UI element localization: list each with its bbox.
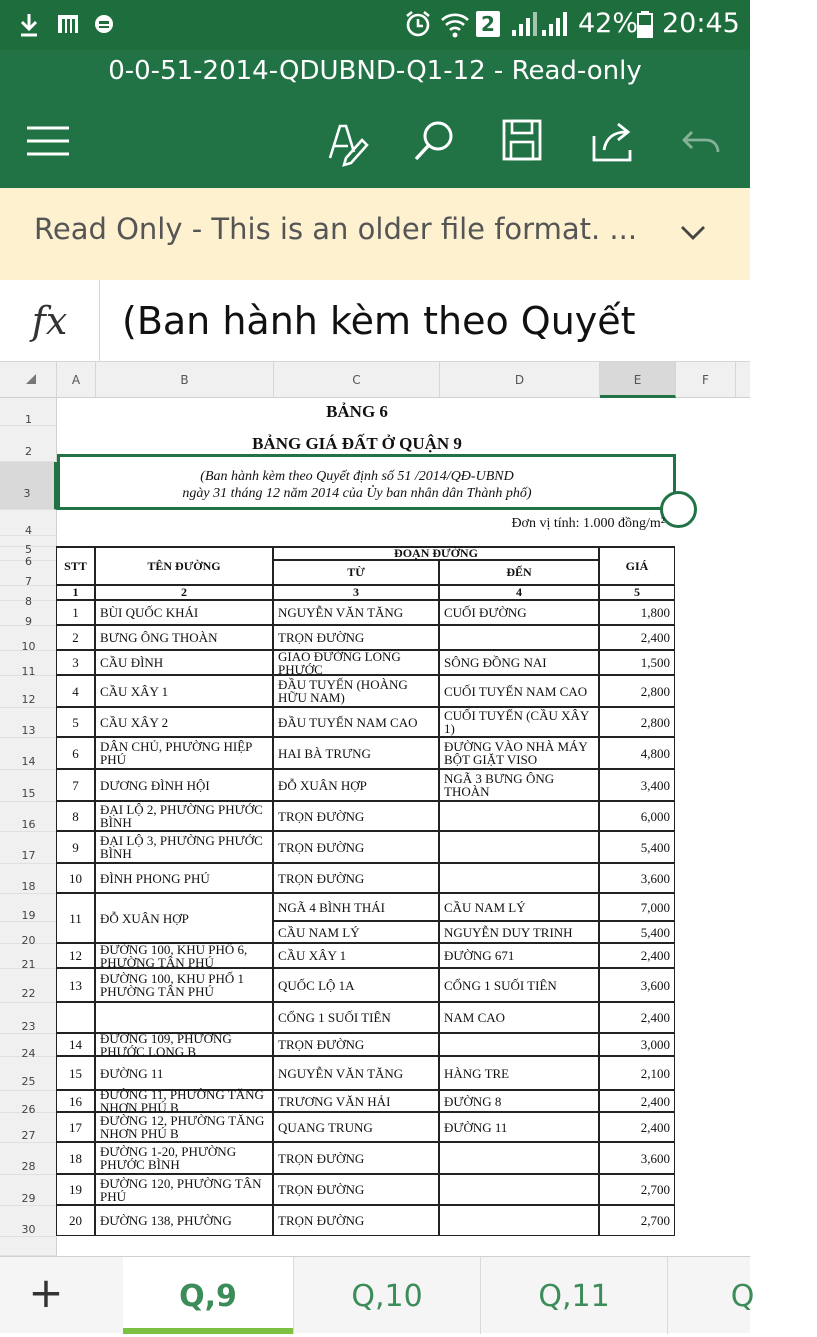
- row-header[interactable]: 16: [0, 802, 57, 832]
- row-header[interactable]: 11: [0, 651, 57, 676]
- row-header[interactable]: 29: [0, 1175, 57, 1206]
- row-header[interactable]: 23: [0, 1003, 57, 1034]
- cell-price: 7,000: [599, 893, 675, 921]
- cell-name: ĐƯỜNG 12, PHƯỜNG TĂNG NHƠN PHÚ B: [95, 1112, 273, 1142]
- cell-name: ĐẠI LỘ 3, PHƯỜNG PHƯỚC BÌNH: [95, 831, 273, 863]
- cell-name: ĐƯỜNG 100, KHU PHỐ 1 PHƯỜNG TÂN PHÚ: [95, 968, 273, 1002]
- cell-to: NGÃ 3 BƯNG ÔNG THOÀN: [439, 769, 599, 801]
- cell-price: 6,000: [599, 801, 675, 831]
- row-header[interactable]: 17: [0, 832, 57, 864]
- header-stt: STT: [56, 546, 95, 585]
- cell-price: 3,600: [599, 968, 675, 1002]
- cell-to: ĐƯỜNG 8: [439, 1090, 599, 1112]
- cell-name: CẦU ĐÌNH: [95, 650, 273, 675]
- cell-name: [95, 1002, 273, 1033]
- cell-name: CẦU XÂY 2: [95, 707, 273, 737]
- header-number: 3: [273, 585, 439, 600]
- header-number: 4: [439, 585, 599, 600]
- row-header[interactable]: 14: [0, 738, 57, 770]
- cell-price: 3,600: [599, 1142, 675, 1174]
- banner-text: Read Only - This is an older file format. ...: [34, 212, 638, 246]
- corner-triangle-icon: [26, 374, 36, 384]
- cell-name: ĐẠI LỘ 2, PHƯỜNG PHƯỚC BÌNH: [95, 801, 273, 831]
- edit-pen-icon[interactable]: [322, 118, 372, 164]
- cell-price: 2,400: [599, 943, 675, 968]
- row-header[interactable]: 4: [0, 510, 57, 536]
- cell-from: ĐẦU TUYẾN (HOÀNG HỮU NAM): [273, 675, 439, 707]
- cell-stt: 17: [56, 1112, 95, 1142]
- cell-to: ĐƯỜNG 11: [439, 1112, 599, 1142]
- row-header[interactable]: 21: [0, 944, 57, 969]
- cell-stt: [56, 1002, 95, 1033]
- row-header[interactable]: 27: [0, 1113, 57, 1143]
- cell-name: ĐƯỜNG 109, PHƯỜNG PHƯỚC LONG B: [95, 1033, 273, 1056]
- cell-price: 1,800: [599, 600, 675, 625]
- header-gia: GIÁ: [599, 546, 675, 585]
- cell-price: 2,400: [599, 1112, 675, 1142]
- cell-stt: 11: [56, 893, 95, 943]
- alarm-icon: [404, 10, 432, 38]
- header-number: 5: [599, 585, 675, 600]
- hamburger-menu-icon[interactable]: [24, 118, 74, 164]
- app-notification-icon-2: [92, 12, 116, 36]
- cell-stt: 7: [56, 769, 95, 801]
- cell-to: HÀNG TRE: [439, 1056, 599, 1090]
- header-number: 1: [56, 585, 95, 600]
- column-header-e[interactable]: E: [600, 362, 676, 398]
- cell-name: CẦU XÂY 1: [95, 675, 273, 707]
- row-header[interactable]: 18: [0, 864, 57, 894]
- table-number: BẢNG 6: [326, 402, 388, 421]
- signal-icon: [510, 10, 540, 38]
- tab-q9[interactable]: Q,9: [123, 1257, 293, 1334]
- row-header[interactable]: 13: [0, 708, 57, 738]
- cell-from: ĐỖ XUÂN HỢP: [273, 769, 439, 801]
- app-toolbar: [0, 50, 750, 188]
- row-header[interactable]: 12: [0, 676, 57, 708]
- row-header[interactable]: [0, 1237, 57, 1256]
- cell-stt: 2: [56, 625, 95, 650]
- row-header[interactable]: 10: [0, 626, 57, 651]
- cell-stt: 14: [56, 1033, 95, 1056]
- cell-stt: 9: [56, 831, 95, 863]
- app-notification-icon: [56, 12, 80, 36]
- cell-name: BƯNG ÔNG THOÀN: [95, 625, 273, 650]
- status-bar: [0, 0, 750, 50]
- cell-name: ĐƯỜNG 1-20, PHƯỜNG PHƯỚC BÌNH: [95, 1142, 273, 1174]
- cell-from: NGUYỄN VĂN TĂNG: [273, 600, 439, 625]
- cell-name: ĐƯỜNG 120, PHƯỜNG TÂN PHÚ: [95, 1174, 273, 1205]
- cell-price: 1,500: [599, 650, 675, 675]
- cell-price: 3,000: [599, 1033, 675, 1056]
- price-table: [57, 398, 750, 1256]
- cell-name: BÙI QUỐC KHÁI: [95, 600, 273, 625]
- cell-price: 3,400: [599, 769, 675, 801]
- cell-to: NAM CAO: [439, 1002, 599, 1033]
- cell-price: 2,800: [599, 675, 675, 707]
- row-header[interactable]: 24: [0, 1034, 57, 1057]
- cell-name: DƯƠNG ĐÌNH HỘI: [95, 769, 273, 801]
- cell-name: DÂN CHỦ, PHƯỜNG HIỆP PHÚ: [95, 737, 273, 769]
- column-header-d[interactable]: D: [440, 362, 600, 398]
- cell-from: GIAO ĐƯỜNG LONG PHƯỚC: [273, 650, 439, 675]
- cell-from: TRỌN ĐƯỜNG: [273, 1205, 439, 1236]
- document-title: 0-0-51-2014-QDUBND-Q1-12 - Read-only: [108, 56, 642, 86]
- cell-from: QUỐC LỘ 1A: [273, 968, 439, 1002]
- cell-from: TRỌN ĐƯỜNG: [273, 1142, 439, 1174]
- cell-name: ĐƯỜNG 11: [95, 1056, 273, 1090]
- add-sheet-button[interactable]: +: [28, 1268, 64, 1317]
- header-number: 2: [95, 585, 273, 600]
- row-header[interactable]: 6: [0, 547, 57, 561]
- header-ten-duong: TÊN ĐƯỜNG: [95, 546, 273, 585]
- cell-price: 5,400: [599, 921, 675, 943]
- cell-from: TRỌN ĐƯỜNG: [273, 863, 439, 893]
- cell-stt: 13: [56, 968, 95, 1002]
- formula-bar: [0, 280, 750, 362]
- cell-to: CUỐI TUYẾN NAM CAO: [439, 675, 599, 707]
- formula-input[interactable]: (Ban hành kèm theo Quyết: [122, 299, 636, 343]
- cell-stt: 4: [56, 675, 95, 707]
- cell-to: [439, 1142, 599, 1174]
- cell-to: CẦU NAM LÝ: [439, 893, 599, 921]
- column-headers: [0, 362, 750, 398]
- row-header[interactable]: 8: [0, 586, 57, 601]
- cell-stt: 15: [56, 1056, 95, 1090]
- cell-from: NGUYỄN VĂN TĂNG: [273, 1056, 439, 1090]
- cell-stt: 20: [56, 1205, 95, 1236]
- cell-price: 3,600: [599, 863, 675, 893]
- row-header[interactable]: 15: [0, 770, 57, 802]
- column-header-c[interactable]: C: [274, 362, 440, 398]
- row-header[interactable]: 5: [0, 536, 57, 547]
- cell-price: 2,400: [599, 625, 675, 650]
- row-header[interactable]: 9: [0, 601, 57, 626]
- column-header-f[interactable]: F: [676, 362, 736, 398]
- tab-q10[interactable]: Q,10: [293, 1257, 480, 1334]
- row-header[interactable]: 2: [0, 426, 57, 462]
- cell-name: ĐƯỜNG 100, KHU PHỐ 6, PHƯỜNG TÂN PHÚ: [95, 943, 273, 968]
- cell-from: TRỌN ĐƯỜNG: [273, 1174, 439, 1205]
- cell-to: [439, 625, 599, 650]
- save-icon[interactable]: [498, 118, 548, 164]
- header-tu: TỪ: [273, 560, 439, 585]
- subtitle-line-1: (Ban hành kèm theo Quyết định số 51 /2014/QĐ-UBND: [200, 469, 514, 484]
- cell-from: CẦU NAM LÝ: [273, 921, 439, 943]
- spreadsheet-grid[interactable]: [57, 398, 750, 1256]
- row-header[interactable]: 28: [0, 1143, 57, 1175]
- cell-to: NGUYỄN DUY TRINH: [439, 921, 599, 943]
- wifi-icon: [440, 10, 470, 38]
- cell-stt: 5: [56, 707, 95, 737]
- cell-from: ĐẦU TUYẾN NAM CAO: [273, 707, 439, 737]
- cell-name: ĐƯỜNG 11, PHƯỜNG TĂNG NHƠN PHÚ B: [95, 1090, 273, 1112]
- tab-next[interactable]: Q: [667, 1257, 817, 1334]
- cell-stt: 10: [56, 863, 95, 893]
- subtitle-line-2: ngày 31 tháng 12 năm 2014 của Ủy ban nhân dân Thành phố): [182, 486, 532, 501]
- cell-to: ĐƯỜNG 671: [439, 943, 599, 968]
- cell-price: 2,700: [599, 1205, 675, 1236]
- sheet-title: BẢNG GIÁ ĐẤT Ở QUẬN 9: [252, 434, 462, 453]
- cell-to: [439, 1205, 599, 1236]
- cell-price: 2,400: [599, 1002, 675, 1033]
- clock: 20:45: [662, 8, 740, 39]
- column-header-b[interactable]: B: [96, 362, 274, 398]
- cell-from: NGÃ 4 BÌNH THÁI: [273, 893, 439, 921]
- cell-to: SÔNG ĐỒNG NAI: [439, 650, 599, 675]
- battery-percent: 42%: [578, 8, 639, 39]
- cell-to: [439, 831, 599, 863]
- row-header[interactable]: 26: [0, 1091, 57, 1113]
- cell-price: 2,700: [599, 1174, 675, 1205]
- cell-stt: 19: [56, 1174, 95, 1205]
- cell-to: [439, 863, 599, 893]
- cell-to: [439, 801, 599, 831]
- read-only-banner[interactable]: [0, 188, 750, 280]
- cell-from: CỔNG 1 SUỐI TIÊN: [273, 1002, 439, 1033]
- cell-stt: 18: [56, 1142, 95, 1174]
- cell-stt: 8: [56, 801, 95, 831]
- cell-price: 2,800: [599, 707, 675, 737]
- cell-name: ĐỖ XUÂN HỢP: [95, 893, 273, 943]
- cell-to: [439, 1174, 599, 1205]
- search-icon[interactable]: [410, 118, 460, 164]
- row-header[interactable]: 22: [0, 969, 57, 1003]
- chevron-down-icon[interactable]: [680, 224, 706, 242]
- row-headers: [0, 398, 57, 1256]
- select-all-corner[interactable]: [0, 362, 57, 398]
- column-header-a[interactable]: A: [57, 362, 96, 398]
- cell-to: CUỐI TUYẾN (CẦU XÂY 1): [439, 707, 599, 737]
- row-header[interactable]: 30: [0, 1206, 57, 1237]
- battery-icon: [636, 10, 654, 38]
- cell-stt: 1: [56, 600, 95, 625]
- header-doan-duong: ĐOẠN ĐƯỜNG: [273, 546, 599, 560]
- tab-q11[interactable]: Q,11: [480, 1257, 667, 1334]
- cell-stt: 6: [56, 737, 95, 769]
- cell-from: TRỌN ĐƯỜNG: [273, 1033, 439, 1056]
- signal-icon-2: [540, 10, 570, 38]
- cell-from: TRỌN ĐƯỜNG: [273, 831, 439, 863]
- share-icon[interactable]: [588, 118, 638, 164]
- cell-stt: 16: [56, 1090, 95, 1112]
- cell-from: CẦU XÂY 1: [273, 943, 439, 968]
- cell-price: 2,400: [599, 1090, 675, 1112]
- sheet-tabs-bar: [0, 1256, 755, 1333]
- download-icon: [18, 12, 40, 38]
- undo-icon[interactable]: [678, 118, 728, 164]
- sim-badge: 2: [476, 11, 500, 37]
- row-header[interactable]: 7: [0, 561, 57, 586]
- row-header[interactable]: 19: [0, 894, 57, 922]
- cell-from: TRỌN ĐƯỜNG: [273, 625, 439, 650]
- fx-label: fx: [0, 280, 100, 362]
- row-header[interactable]: 3: [0, 462, 57, 510]
- header-den: ĐẾN: [439, 560, 599, 585]
- cell-from: TRỌN ĐƯỜNG: [273, 801, 439, 831]
- unit-label: Đơn vị tính: 1.000 đồng/m²: [511, 516, 665, 531]
- cell-price: 4,800: [599, 737, 675, 769]
- cell-to: CỔNG 1 SUỐI TIÊN: [439, 968, 599, 1002]
- cell-from: HAI BÀ TRƯNG: [273, 737, 439, 769]
- cell-to: ĐƯỜNG VÀO NHÀ MÁY BỘT GIẶT VISO: [439, 737, 599, 769]
- cell-stt: 3: [56, 650, 95, 675]
- cell-to: [439, 1033, 599, 1056]
- cell-name: ĐÌNH PHONG PHÚ: [95, 863, 273, 893]
- cell-to: CUỐI ĐƯỜNG: [439, 600, 599, 625]
- row-header[interactable]: 20: [0, 922, 57, 944]
- row-header[interactable]: 25: [0, 1057, 57, 1091]
- cell-stt: 12: [56, 943, 95, 968]
- row-header[interactable]: 1: [0, 398, 57, 426]
- cell-name: ĐƯỜNG 138, PHƯỜNG: [95, 1205, 273, 1236]
- cell-price: 5,400: [599, 831, 675, 863]
- cell-from: TRƯƠNG VĂN HẢI: [273, 1090, 439, 1112]
- cell-price: 2,100: [599, 1056, 675, 1090]
- cell-from: QUANG TRUNG: [273, 1112, 439, 1142]
